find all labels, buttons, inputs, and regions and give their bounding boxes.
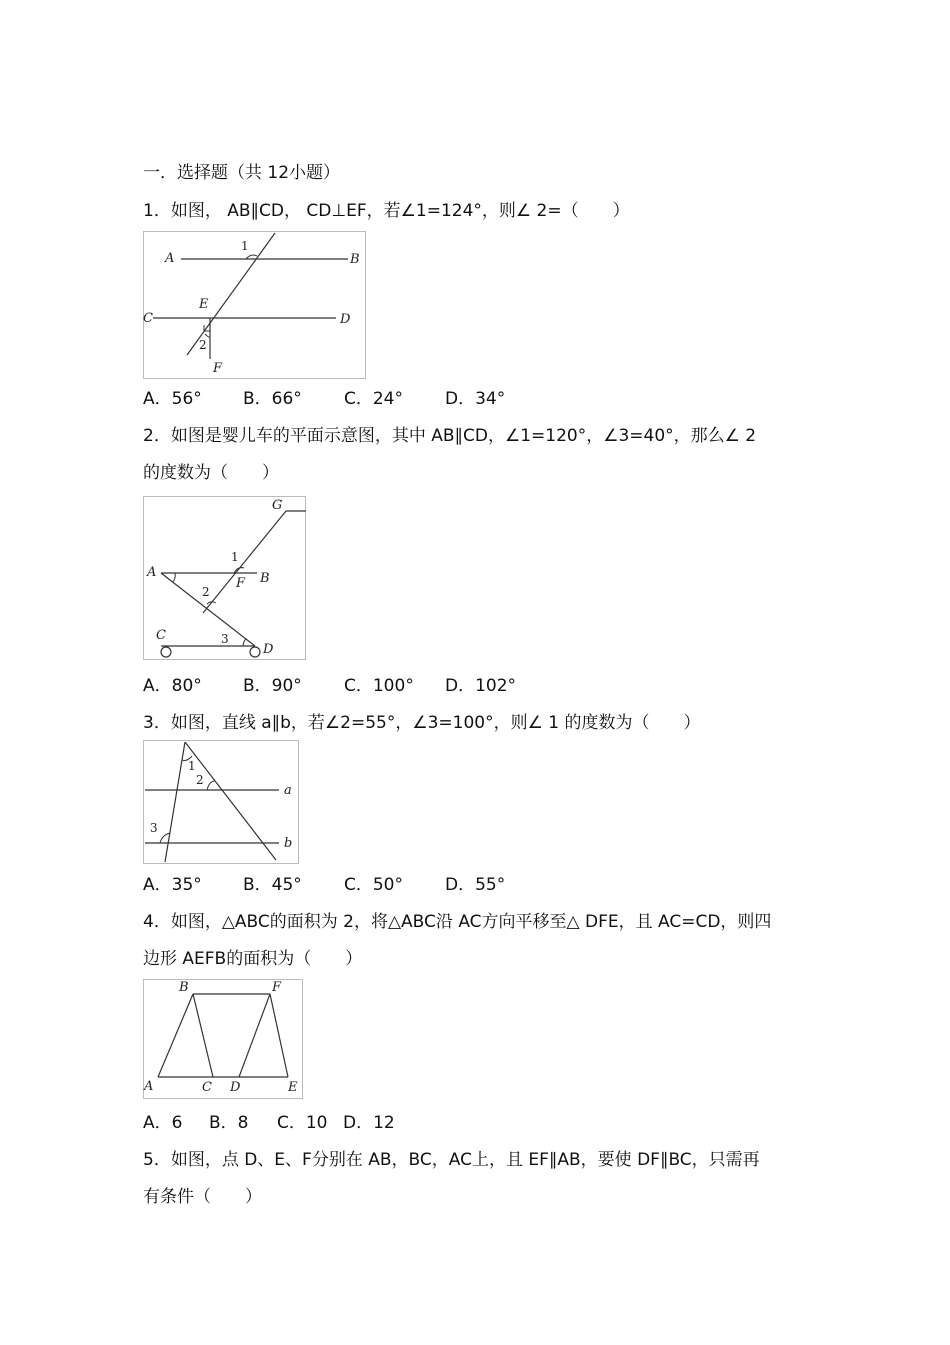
label-b: B bbox=[179, 980, 189, 995]
label-angle-2: 2 bbox=[199, 338, 207, 352]
question-1-options bbox=[143, 388, 505, 410]
option-d[interactable]: D．34° bbox=[445, 389, 506, 409]
label-e: E bbox=[288, 1080, 298, 1095]
wheel-right bbox=[250, 647, 260, 657]
label-c: C bbox=[202, 1080, 212, 1095]
angle-a-arc bbox=[173, 573, 175, 582]
label-c: C bbox=[156, 628, 166, 643]
question-4-figure bbox=[143, 979, 305, 1099]
label-angle-2: 2 bbox=[202, 585, 210, 599]
option-a[interactable]: A．6 bbox=[143, 1113, 183, 1133]
option-b[interactable]: B．45° bbox=[243, 875, 302, 895]
option-b[interactable]: B．90° bbox=[243, 676, 302, 696]
option-d[interactable]: D．12 bbox=[343, 1113, 395, 1133]
transversal bbox=[187, 233, 275, 355]
label-f: F bbox=[236, 576, 246, 591]
angle-2-arc bbox=[205, 334, 210, 337]
label-a: A bbox=[144, 1079, 154, 1094]
question-1-stem: 1．如图， AB∥CD， CD⊥EF，若∠1=124°，则∠ 2=（ ） bbox=[143, 201, 630, 221]
label-angle-3: 3 bbox=[221, 632, 229, 646]
option-d[interactable]: D．55° bbox=[445, 875, 506, 895]
label-b: B bbox=[350, 252, 360, 267]
question-5-stem-line-1: 5．如图，点 D、E、F分别在 AB，BC，AC上，且 EF∥AB，要使 DF∥BC，只需再 bbox=[143, 1150, 760, 1170]
question-3-options bbox=[143, 874, 505, 896]
option-a[interactable]: A．80° bbox=[143, 676, 202, 696]
section-title: 一．选择题（共 12小题） bbox=[143, 163, 341, 183]
label-d: D bbox=[263, 642, 274, 657]
label-f: F bbox=[272, 980, 282, 995]
line-fg bbox=[203, 511, 286, 613]
label-angle-3: 3 bbox=[150, 821, 158, 835]
option-a[interactable]: A．56° bbox=[143, 389, 202, 409]
option-c[interactable]: C．24° bbox=[344, 389, 404, 409]
question-4-stem-line-1: 4．如图，△ABC的面积为 2，将△ABC沿 AC方向平移至△ DFE，且 AC=CD，则四 bbox=[143, 912, 772, 932]
label-f: F bbox=[213, 361, 223, 376]
line-df bbox=[239, 994, 270, 1077]
line-ab bbox=[158, 994, 193, 1077]
label-d: D bbox=[340, 312, 351, 327]
label-angle-2: 2 bbox=[196, 773, 204, 787]
line-bc bbox=[193, 994, 213, 1077]
question-2-figure bbox=[143, 496, 308, 662]
line-fe bbox=[270, 994, 288, 1077]
option-c[interactable]: C．50° bbox=[344, 875, 404, 895]
label-c: C bbox=[143, 311, 153, 326]
label-angle-1: 1 bbox=[231, 550, 239, 564]
wheel-left bbox=[161, 647, 171, 657]
angle-2-arc bbox=[207, 781, 214, 790]
option-c[interactable]: C．100° bbox=[344, 676, 414, 696]
question-2-stem-line-2: 的度数为（ ） bbox=[143, 463, 279, 483]
label-b: b bbox=[284, 836, 293, 851]
label-a: a bbox=[284, 783, 292, 798]
label-e: E bbox=[199, 297, 209, 312]
question-5-stem-line-2: 有条件（ ） bbox=[143, 1187, 262, 1207]
option-a[interactable]: A．35° bbox=[143, 875, 202, 895]
question-3-figure bbox=[143, 740, 301, 864]
label-a: A bbox=[147, 565, 157, 580]
label-b: B bbox=[260, 571, 270, 586]
option-b[interactable]: B．66° bbox=[243, 389, 302, 409]
question-4-options bbox=[143, 1112, 395, 1134]
question-2-options bbox=[143, 675, 516, 697]
right-line bbox=[185, 742, 276, 860]
question-4-stem-line-2: 边形 AEFB的面积为（ ） bbox=[143, 949, 363, 969]
label-a: A bbox=[165, 251, 175, 266]
question-2-stem-line-1: 2．如图是婴儿车的平面示意图，其中 AB∥CD，∠1=120°，∠3=40°，那么∠ 2 bbox=[143, 426, 757, 446]
label-angle-1: 1 bbox=[188, 759, 196, 773]
question-1-figure bbox=[143, 231, 368, 379]
angle-1-arc bbox=[246, 255, 257, 259]
label-angle-1: 1 bbox=[241, 239, 249, 253]
label-g: G bbox=[272, 498, 283, 513]
option-c[interactable]: C．10 bbox=[277, 1113, 328, 1133]
question-3-stem: 3．如图，直线 a∥b，若∠2=55°，∠3=100°，则∠ 1 的度数为（ ） bbox=[143, 713, 701, 733]
label-d: D bbox=[230, 1080, 241, 1095]
option-d[interactable]: D．102° bbox=[445, 676, 517, 696]
option-b[interactable]: B．8 bbox=[209, 1113, 249, 1133]
